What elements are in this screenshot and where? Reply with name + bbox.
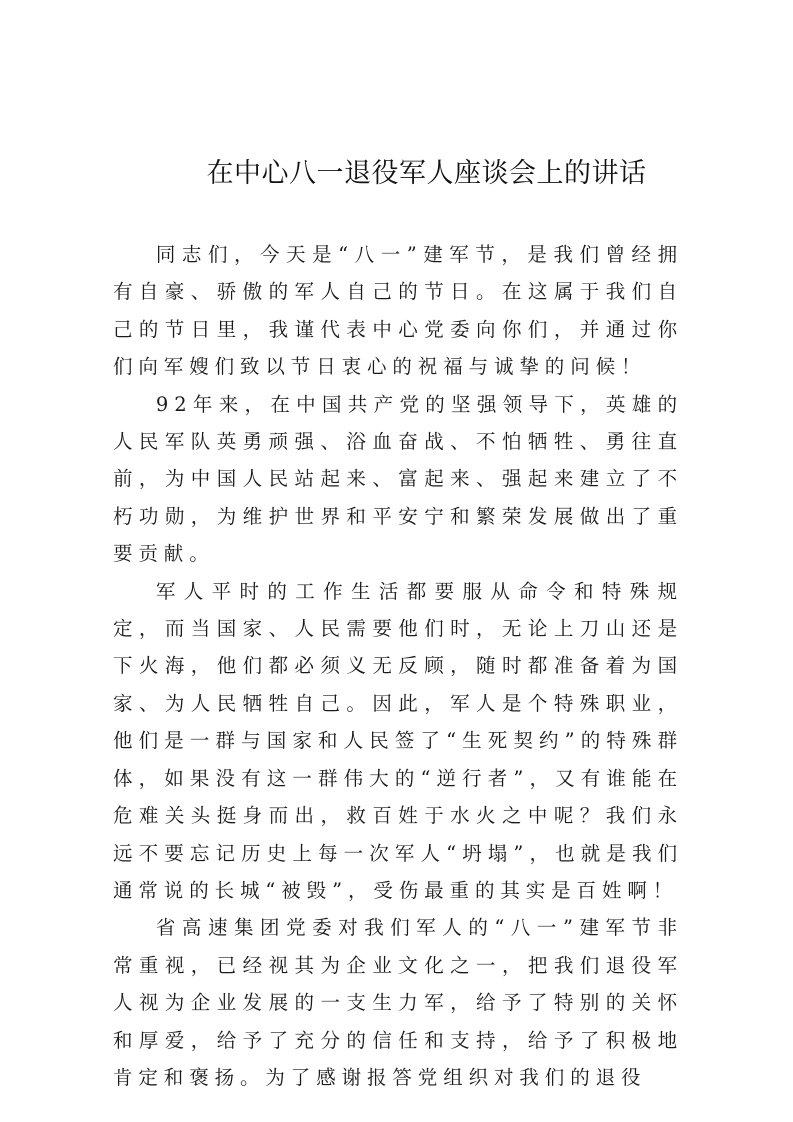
document-body	[113, 236, 683, 1096]
paragraph-history: 92年来，在中国共产党的坚强领导下，英雄的人民军队英勇顽强、浴血奋战、不怕牺牲、勇往直前，为中国人民站起来、富起来、强起来建立了不朽功勋，为维护世界和平安宁和繁荣发展做出了重要贡献。	[113, 392, 683, 566]
document-title: 在中心八一退役军人座谈会上的讲话	[206, 158, 647, 189]
paragraph-greeting: 同志们，今天是“八一”建军节，是我们曾经拥有自豪、骄傲的军人自己的节日。在这属于我们自己的节日里，我谨代表中心党委向你们，并通过你们向军嫂们致以节日衷心的祝福与诚挚的问候！	[113, 243, 683, 379]
paragraph-soldier-duty: 军人平时的工作生活都要服从命令和特殊规定，而当国家、人民需要他们时，无论上刀山还是下火海，他们都必须义无反顾，随时都准备着为国家、为人民牺牲自己。因此，军人是个特殊职业，他们是一群与国家和人民签了“生死契约”的特殊群体，如果没有这一群伟大的“逆行者”，又有谁能在危难关头挺身而出，救百姓于水火之中呢？我们永远不要忘记历史上每一次军人“坍塌”，也就是我们通常说的长城“被毁”，受伤最重的其实是百姓啊！	[113, 579, 683, 902]
paragraph-group-support: 省高速集团党委对我们军人的“八一”建军节非常重视，已经视其为企业文化之一，把我们退役军人视为企业发展的一支生力军，给予了特别的关怀和厚爱，给予了充分的信任和支持，给予了积极地肯定和褒扬。为了感谢报答党组织对我们的退役	[113, 916, 683, 1089]
